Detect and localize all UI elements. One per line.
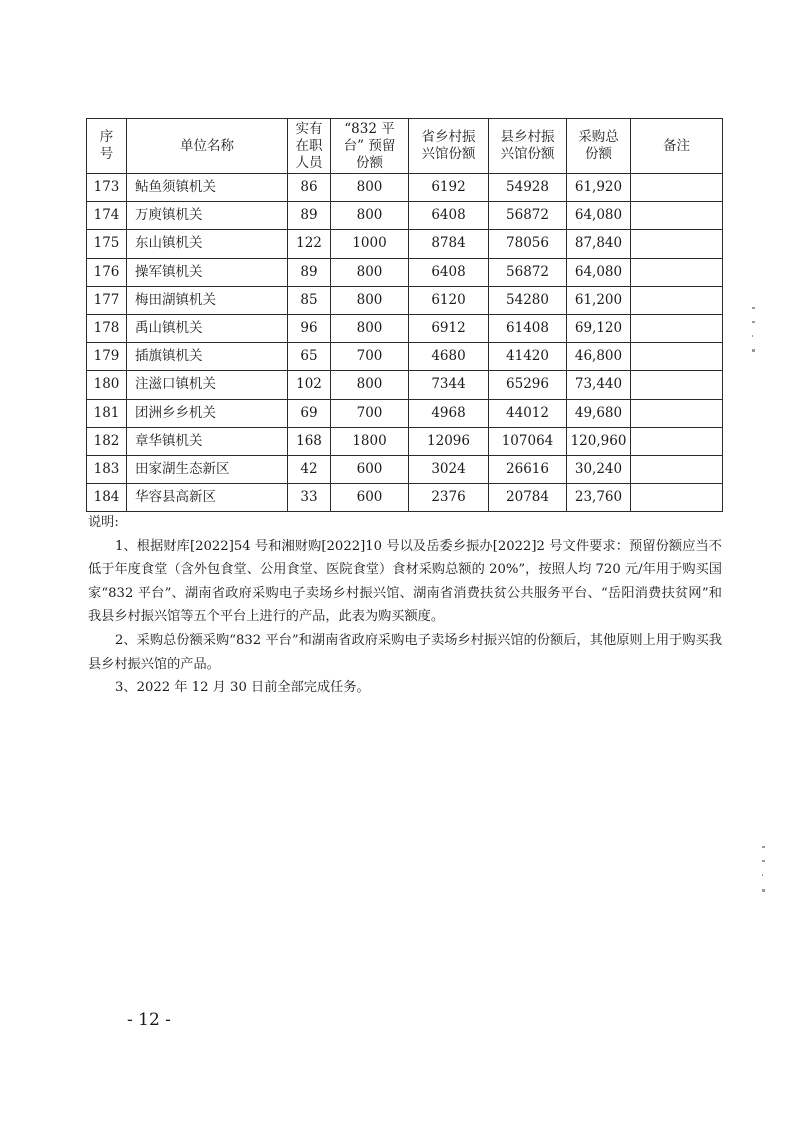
- note-item: 1、根据财库[2022]54 号和湘财购[2022]10 号以及岳委乡振办[2022]2 号文件要求：预留份额应当不低于年度食堂（含外包食堂、公用食堂、医院食堂）食材采购总额的 20%”，按照人均 720 元/年用于购买国家“832 平台”、湖南省政府采购电子卖场乡村振兴馆、湖南省消费扶贫公共服务平台、“岳阳消费扶贫网”和我县乡村振兴馆等五个平台上进行的产品，此表为购买额度。: [88, 538, 722, 625]
- cell-no: 178: [87, 314, 127, 342]
- cell-p832: 1800: [331, 427, 409, 455]
- quota-table: [86, 118, 723, 512]
- cell-province: 4680: [409, 343, 489, 371]
- cell-staff: 168: [288, 427, 331, 455]
- cell-province: 4968: [409, 399, 489, 427]
- cell-staff: 96: [288, 314, 331, 342]
- header-col-unit: [127, 119, 288, 174]
- cell-province: 2376: [409, 484, 489, 512]
- cell-unit: 东山镇机关: [127, 230, 288, 258]
- cell-unit: 操军镇机关: [127, 258, 288, 286]
- cell-staff: 122: [288, 230, 331, 258]
- scan-mark: [752, 307, 755, 309]
- cell-total: 64,080: [567, 202, 631, 230]
- cell-no: 175: [87, 230, 127, 258]
- header-line: 县乡村振: [500, 129, 555, 145]
- header-col-county: [489, 119, 567, 174]
- cell-county: 54280: [489, 286, 567, 314]
- cell-no: 181: [87, 399, 127, 427]
- cell-total: 87,840: [567, 230, 631, 258]
- cell-unit: 团洲乡乡机关: [127, 399, 288, 427]
- page-number: - 12 -: [127, 1010, 171, 1030]
- table-body: [87, 174, 723, 512]
- header-line: 兴馆份额: [421, 146, 476, 162]
- cell-no: 177: [87, 286, 127, 314]
- cell-total: 49,680: [567, 399, 631, 427]
- header-line: 在职: [295, 137, 323, 154]
- note-item: 2、采购总份额采购“832 平台”和湖南省政府采购电子卖场乡村振兴馆的份额后，其他原则上用于购买我县乡村振兴馆的产品。: [88, 632, 722, 672]
- note-item: 3、2022 年 12 月 30 日前全部完成任务。: [115, 680, 370, 696]
- cell-p832: 800: [331, 258, 409, 286]
- cell-total: 73,440: [567, 371, 631, 399]
- table-row: [87, 230, 723, 258]
- cell-no: 180: [87, 371, 127, 399]
- cell-county: 56872: [489, 258, 567, 286]
- cell-province: 6408: [409, 258, 489, 286]
- cell-p832: 800: [331, 174, 409, 202]
- cell-total: 120,960: [567, 427, 631, 455]
- cell-p832: 800: [331, 371, 409, 399]
- cell-p832: 700: [331, 399, 409, 427]
- cell-total: 61,200: [567, 286, 631, 314]
- table-row: [87, 399, 723, 427]
- cell-province: 12096: [409, 427, 489, 455]
- cell-staff: 89: [288, 202, 331, 230]
- table-row: [87, 314, 723, 342]
- header-line: 备注: [663, 137, 690, 154]
- header-line: 省乡村振: [421, 129, 476, 145]
- cell-no: 173: [87, 174, 127, 202]
- scan-mark: [762, 874, 763, 876]
- cell-province: 6912: [409, 314, 489, 342]
- scan-mark: [752, 349, 755, 352]
- cell-total: 69,120: [567, 314, 631, 342]
- header-line: 单位名称: [180, 137, 234, 154]
- header-line: 人员: [295, 154, 323, 171]
- header-line: 号: [99, 146, 114, 162]
- cell-province: 8784: [409, 230, 489, 258]
- cell-unit: 禹山镇机关: [127, 314, 288, 342]
- cell-remark: [631, 314, 723, 342]
- cell-p832: 800: [331, 314, 409, 342]
- scan-mark: [762, 846, 765, 848]
- cell-total: 64,080: [567, 258, 631, 286]
- cell-staff: 33: [288, 484, 331, 512]
- cell-county: 44012: [489, 399, 567, 427]
- header-line: 序: [99, 129, 114, 145]
- cell-no: 176: [87, 258, 127, 286]
- notes-label: 说明:: [88, 515, 119, 530]
- header-line: “832 平: [344, 120, 395, 137]
- cell-remark: [631, 258, 723, 286]
- cell-remark: [631, 230, 723, 258]
- cell-remark: [631, 371, 723, 399]
- header-col-no: [87, 119, 127, 174]
- header-line: 实有: [295, 120, 323, 137]
- cell-staff: 42: [288, 455, 331, 483]
- table-row: [87, 371, 723, 399]
- table-row: [87, 286, 723, 314]
- cell-staff: 65: [288, 343, 331, 371]
- notes-section: [88, 511, 722, 700]
- cell-p832: 600: [331, 484, 409, 512]
- cell-unit: 华容县高新区: [127, 484, 288, 512]
- cell-remark: [631, 484, 723, 512]
- table-row: [87, 202, 723, 230]
- cell-total: 23,760: [567, 484, 631, 512]
- header-col-832: [331, 119, 409, 174]
- cell-no: 179: [87, 343, 127, 371]
- scan-mark: [752, 321, 755, 323]
- cell-county: 54928: [489, 174, 567, 202]
- cell-staff: 85: [288, 286, 331, 314]
- cell-province: 6192: [409, 174, 489, 202]
- cell-county: 78056: [489, 230, 567, 258]
- cell-staff: 89: [288, 258, 331, 286]
- table-row: [87, 258, 723, 286]
- cell-unit: 田家湖生态新区: [127, 455, 288, 483]
- cell-county: 20784: [489, 484, 567, 512]
- cell-remark: [631, 286, 723, 314]
- cell-county: 26616: [489, 455, 567, 483]
- table-row: [87, 455, 723, 483]
- cell-unit: 章华镇机关: [127, 427, 288, 455]
- header-line: 份额: [585, 146, 612, 162]
- cell-p832: 600: [331, 455, 409, 483]
- cell-county: 107064: [489, 427, 567, 455]
- table-row: [87, 484, 723, 512]
- cell-remark: [631, 343, 723, 371]
- cell-staff: 86: [288, 174, 331, 202]
- cell-unit: 梅田湖镇机关: [127, 286, 288, 314]
- cell-province: 6408: [409, 202, 489, 230]
- cell-province: 7344: [409, 371, 489, 399]
- cell-unit: 鲇鱼须镇机关: [127, 174, 288, 202]
- cell-remark: [631, 174, 723, 202]
- scan-mark: [762, 889, 765, 892]
- cell-remark: [631, 455, 723, 483]
- cell-no: 183: [87, 455, 127, 483]
- cell-total: 61,920: [567, 174, 631, 202]
- table-row: [87, 427, 723, 455]
- cell-unit: 注滋口镇机关: [127, 371, 288, 399]
- table-header-row: [87, 119, 723, 174]
- cell-county: 56872: [489, 202, 567, 230]
- header-line: 份额: [356, 154, 383, 171]
- cell-staff: 102: [288, 371, 331, 399]
- header-col-staff: [288, 119, 331, 174]
- header-col-remark: [631, 119, 723, 174]
- cell-total: 30,240: [567, 455, 631, 483]
- scan-mark: [752, 335, 753, 337]
- cell-no: 184: [87, 484, 127, 512]
- cell-p832: 1000: [331, 230, 409, 258]
- header-line: 台” 预留: [343, 137, 396, 154]
- cell-remark: [631, 202, 723, 230]
- header-col-province: [409, 119, 489, 174]
- cell-county: 41420: [489, 343, 567, 371]
- cell-unit: 插旗镇机关: [127, 343, 288, 371]
- cell-no: 182: [87, 427, 127, 455]
- cell-p832: 800: [331, 286, 409, 314]
- cell-unit: 万庾镇机关: [127, 202, 288, 230]
- cell-county: 65296: [489, 371, 567, 399]
- cell-province: 6120: [409, 286, 489, 314]
- cell-p832: 800: [331, 202, 409, 230]
- cell-remark: [631, 427, 723, 455]
- cell-p832: 700: [331, 343, 409, 371]
- scan-mark: [762, 860, 765, 862]
- cell-no: 174: [87, 202, 127, 230]
- cell-staff: 69: [288, 399, 331, 427]
- header-col-total: [567, 119, 631, 174]
- cell-province: 3024: [409, 455, 489, 483]
- cell-total: 46,800: [567, 343, 631, 371]
- table-row: [87, 174, 723, 202]
- table-row: [87, 343, 723, 371]
- cell-remark: [631, 399, 723, 427]
- header-line: 兴馆份额: [500, 146, 555, 162]
- cell-county: 61408: [489, 314, 567, 342]
- header-line: 采购总: [578, 129, 619, 145]
